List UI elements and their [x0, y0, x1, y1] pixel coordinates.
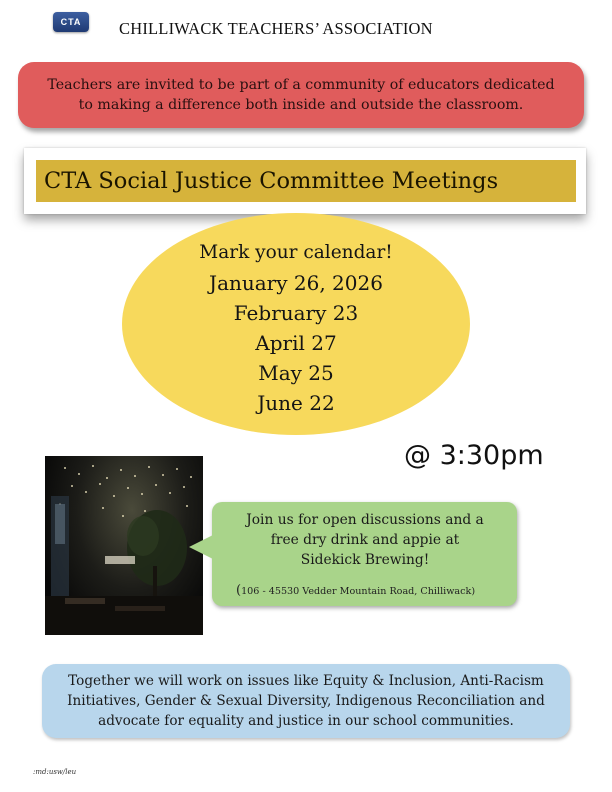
closing-message [42, 664, 570, 738]
callout-line-1: Join us for open discussions and a [246, 512, 484, 528]
closing-line-2: Initiatives, Gender & Sexual Diversity, Indigenous Reconciliation and [67, 693, 545, 709]
invite-banner [18, 62, 584, 128]
meeting-dates [122, 238, 470, 418]
callout-line-3: Sidekick Brewing! [300, 552, 430, 568]
meeting-date: January 26, 2026 [209, 271, 383, 295]
meeting-date: May 25 [258, 361, 334, 385]
invite-line-1: Teachers are invited to be part of a community of educators dedicated [47, 77, 555, 93]
closing-line-3: advocate for equality and justice in our school communities. [98, 713, 514, 729]
callout-line-2: free dry drink and appie at [270, 532, 460, 548]
meeting-title: CTA Social Justice Committee Meetings [36, 160, 576, 202]
calendar-heading: Mark your calendar! [199, 242, 393, 263]
closing-line-1: Together we will work on issues like Equity & Inclusion, Anti-Racism [68, 673, 544, 689]
venue-address [236, 583, 506, 598]
callout-pointer-icon [189, 535, 213, 559]
meeting-date: April 27 [255, 331, 337, 355]
page-header-title: CHILLIWACK TEACHERS’ ASSOCIATION [119, 19, 433, 38]
callout-text [220, 510, 510, 570]
invite-line-2: to making a difference both inside and outside the classroom. [78, 97, 524, 113]
meeting-date: February 23 [233, 301, 359, 325]
address-text: 106 - 45530 Vedder Mountain Road, Chilliwack) [241, 586, 476, 597]
cta-logo-icon: CTA [53, 12, 89, 32]
venue-photo [45, 456, 203, 635]
venue-photo-illustration [45, 456, 203, 635]
footer-note: :md:usw/leu [33, 768, 77, 776]
address-open-paren: ( [236, 583, 242, 598]
meeting-date: June 22 [257, 391, 335, 415]
meeting-time: @ 3:30pm [404, 440, 544, 471]
